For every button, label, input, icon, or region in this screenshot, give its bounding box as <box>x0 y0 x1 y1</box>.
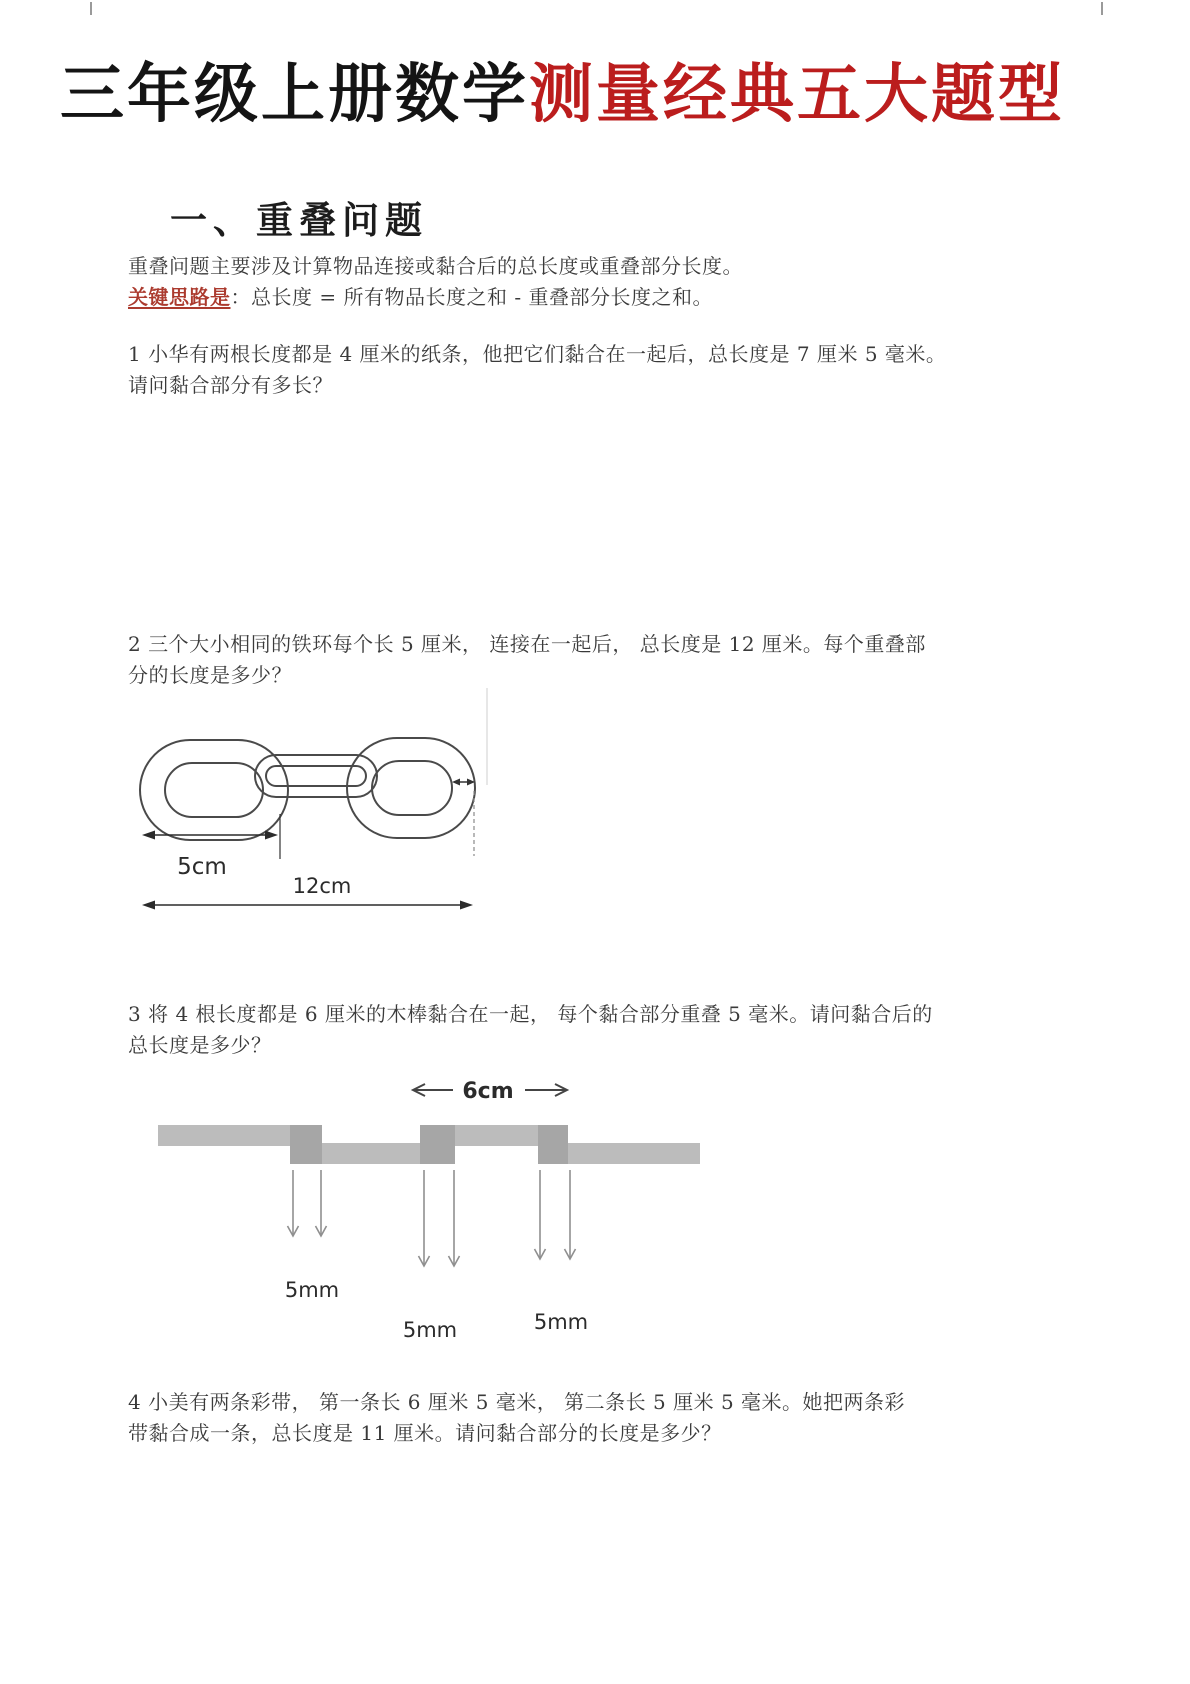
stick-length-arrow-left <box>413 1084 453 1096</box>
sticks-diagram <box>140 1065 720 1355</box>
overlap-1-down-arrows <box>288 1170 327 1236</box>
overlap-2-down-arrows <box>419 1170 460 1266</box>
total-length-arrow <box>142 901 473 910</box>
stick-overlap-2 <box>420 1125 455 1164</box>
question-3-line1: 3 将 4 根长度都是 6 厘米的木棒黏合在一起， 每个黏合部分重叠 5 毫米。请问黏合后的 <box>128 1002 933 1026</box>
chain-diagram <box>125 685 495 920</box>
total-length-label: 12cm <box>292 874 352 898</box>
overlap-3-down-arrows <box>535 1170 576 1259</box>
question-4 <box>128 1387 1028 1449</box>
key-idea-text: ：总长度 = 所有物品长度之和 - 重叠部分长度之和。 <box>230 285 713 309</box>
stick-length-label: 6cm <box>462 1079 514 1104</box>
question-4-line1: 4 小美有两条彩带， 第一条长 6 厘米 5 毫米， 第二条长 5 厘米 5 毫米。她把两条彩 <box>128 1390 906 1414</box>
page-title <box>60 52 1140 138</box>
question-3-line2: 总长度是多少？ <box>128 1033 272 1057</box>
question-3 <box>128 999 1028 1061</box>
question-1-line1: 1 小华有两根长度都是 4 厘米的纸条，他把它们黏合在一起后，总长度是 7 厘米 5 毫米。 <box>128 342 947 366</box>
stick-overlap-3 <box>538 1125 568 1164</box>
question-2 <box>128 629 1028 691</box>
ring-length-label: 5cm <box>177 854 227 880</box>
stick-length-arrow-right <box>525 1084 567 1096</box>
chain-link-right-outer <box>347 738 475 838</box>
intro-line: 重叠问题主要涉及计算物品连接或黏合后的总长度或重叠部分长度。 <box>128 254 743 278</box>
overlap-label-1: 5mm <box>284 1278 340 1302</box>
question-1-line2: 请问黏合部分有多长？ <box>128 373 333 397</box>
page-title-red: 测量经典五大题型 <box>529 57 1065 132</box>
page-title-black: 三年级上册数学 <box>60 57 529 132</box>
overlap-label-2: 5mm <box>402 1318 458 1342</box>
intro-paragraph <box>128 251 1028 313</box>
key-idea-label: 关键思路是 <box>128 285 231 309</box>
chain-link-left-outer <box>140 740 288 840</box>
question-2-line2: 分的长度是多少？ <box>128 663 292 687</box>
question-4-line2: 带黏合成一条，总长度是 11 厘米。请问黏合部分的长度是多少？ <box>128 1421 722 1445</box>
scan-crop-mark-right <box>1101 2 1103 15</box>
scan-crop-mark-left <box>90 2 92 15</box>
overlap-label-3: 5mm <box>533 1310 589 1334</box>
chain-link-left-inner <box>165 763 263 817</box>
chain-link-right-inner <box>372 761 452 815</box>
stick-overlap-1 <box>290 1125 322 1164</box>
question-2-line1: 2 三个大小相同的铁环每个长 5 厘米， 连接在一起后， 总长度是 12 厘米。每个重叠部 <box>128 632 926 656</box>
overlap-width-arrow <box>452 779 475 786</box>
section-heading: 一、重叠问题 <box>170 198 428 242</box>
question-1 <box>128 339 1028 401</box>
key-idea-line <box>128 282 1028 313</box>
chain-link-middle-outer <box>255 755 377 797</box>
